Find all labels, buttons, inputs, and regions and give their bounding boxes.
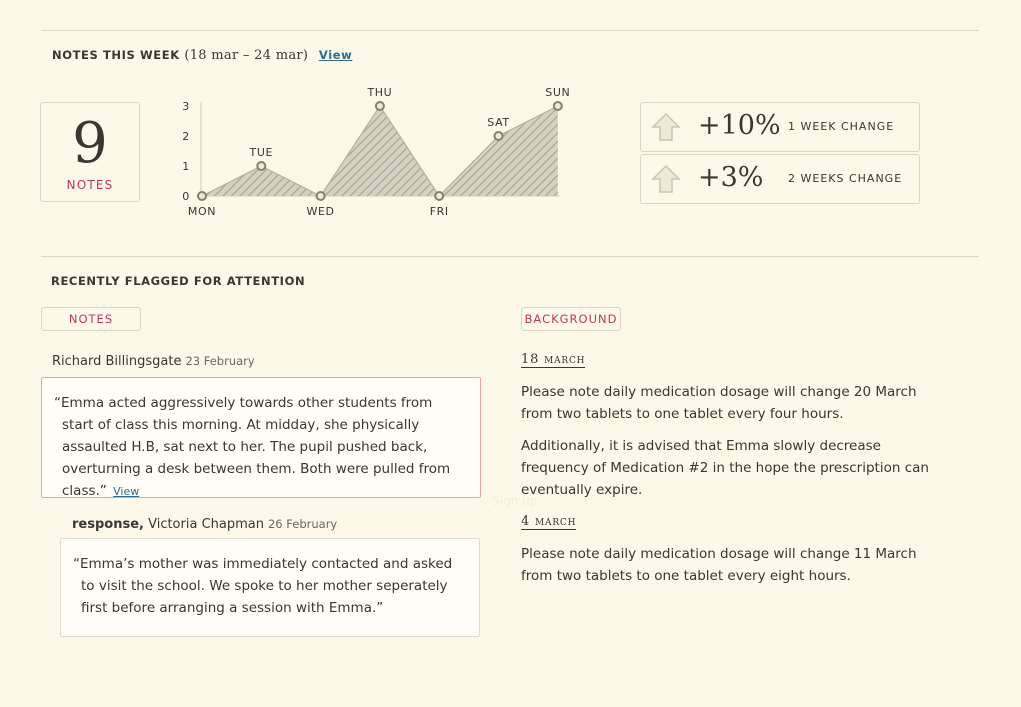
response-author-name: Victoria Chapman [148,517,264,532]
note-date: 23 February [185,354,255,368]
y-tick-label: 0 [182,190,190,203]
notes-count-card [40,102,140,202]
section-divider [41,256,979,257]
data-point [198,192,206,200]
background-paragraph: Please note daily medication dosage will change 11 March from two tablets to one tablet every eight hours. [521,546,917,584]
tab-notes[interactable]: NOTES [41,307,141,331]
notes-count-label: NOTES [66,178,114,192]
data-point [376,102,384,110]
data-point [554,102,562,110]
flagged-title: RECENTLY FLAGGED FOR ATTENTION [51,274,306,288]
note-author [52,354,255,369]
data-point [257,162,265,170]
change-pct: +3% [698,162,764,193]
background-date-2: 4 march [521,514,577,529]
change-label: 1 WEEK CHANGE [788,120,895,133]
response-date: 26 February [267,517,338,531]
x-tick-label: WED [306,205,335,218]
notes-this-week-heading: NOTES THIS WEEK [52,48,180,62]
flagged-note-quote [41,377,481,498]
week-view-link[interactable]: View [318,48,353,62]
y-tick-label: 1 [182,160,190,173]
response-quote [60,538,480,637]
background-date-1: 18 march [521,352,586,367]
x-tick-label: SAT [487,116,510,129]
notes-per-day-chart [160,80,600,230]
top-divider [41,30,979,31]
arrow-up-icon [651,164,681,194]
y-tick-label: 2 [182,130,190,143]
response-author [72,517,337,532]
x-tick-label: THU [367,86,393,99]
note-view-link[interactable]: View [113,485,140,498]
background-paragraph: Please note daily medication dosage will change 20 March from two tablets to one tablet every four hours. [521,384,917,422]
change-pct: +10% [698,110,781,141]
x-tick-label: TUE [249,146,274,159]
arrow-up-icon [651,112,681,142]
x-tick-label: MON [187,205,217,218]
tab-background[interactable]: BACKGROUND [521,307,621,331]
response-prefix: response, [72,517,144,532]
week-range: (18 mar – 24 mar) [184,48,309,63]
data-point [495,132,503,140]
change-card-2-weeks [640,154,920,204]
data-point [317,192,325,200]
note-text: “Emma acted aggressively towards other students from start of class this morning. At midday, she physically assaulted H.B, sat next to her. The pupil pushed back, overturning a desk between them. Both were pulled from class.” [54,395,451,499]
x-tick-label: FRI [429,205,449,218]
sign-up-overlay-text: Sign up [492,494,538,508]
background-paragraph: Additionally, it is advised that Emma slowly decrease frequency of Medication #2 in the hope the prescription can eventually expire. [521,438,929,498]
data-point [435,192,443,200]
y-tick-label: 3 [182,100,190,113]
notes-this-week-title [52,48,352,63]
note-author-name: Richard Billingsgate [52,354,182,369]
change-card-1-week [640,102,920,152]
response-text: “Emma’s mother was immediately contacted and asked to visit the school. We spoke to her mother seperately first before arranging a session with Emma.” [73,556,453,616]
change-label: 2 WEEKS CHANGE [788,172,903,185]
notes-count: 9 [72,111,108,176]
x-tick-label: SUN [545,86,571,99]
